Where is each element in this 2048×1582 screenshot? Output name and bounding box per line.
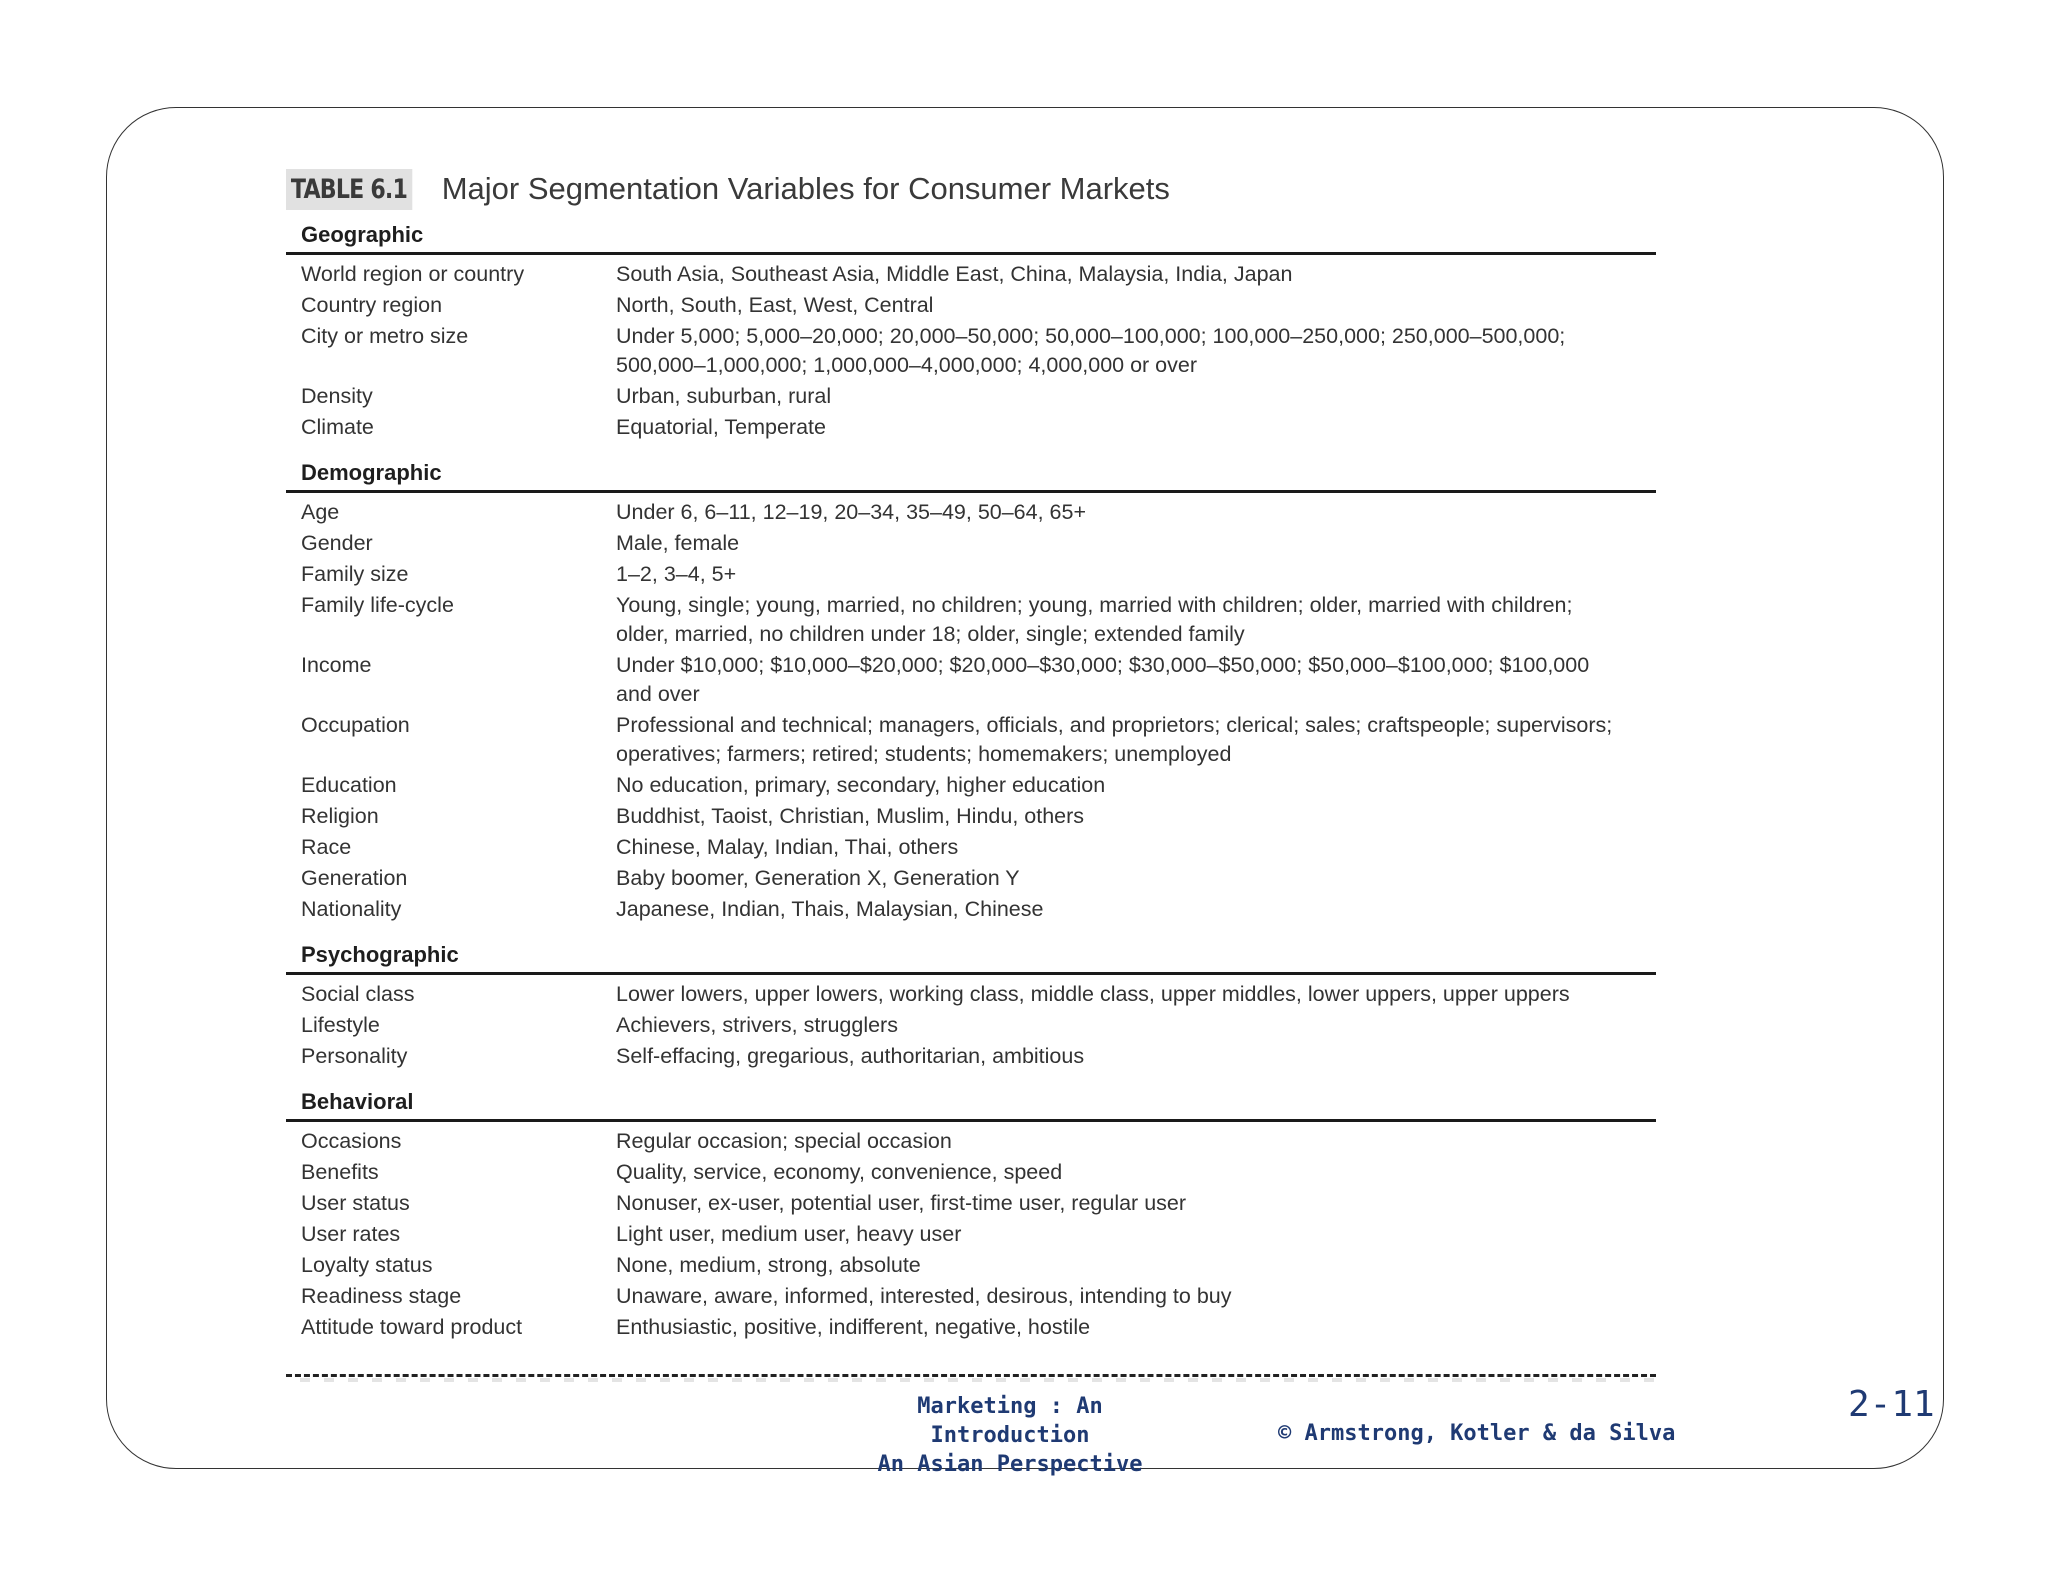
section-rows [286,1122,1656,1342]
row-variable: World region or country [301,262,525,286]
row-variable: User status [301,1191,410,1215]
section-geographic [286,212,1656,442]
row-value-line: Under 5,000; 5,000–20,000; 20,000–50,000; 50,000–100,000; 100,000–250,000; 250,000–500,000; [616,324,1566,348]
row-variable: Generation [301,866,408,890]
section-behavioral [286,1079,1656,1342]
row-variable: Personality [301,1044,408,1068]
row-value-line: Light user, medium user, heavy user [616,1222,962,1246]
row-values [616,260,1656,289]
table-row [286,895,1656,924]
row-values [616,1011,1656,1040]
section-rows [286,975,1656,1071]
row-variable: Gender [301,531,373,555]
section-rows [286,493,1656,924]
row-value-line: Under $10,000; $10,000–$20,000; $20,000–$30,000; $30,000–$50,000; $50,000–$100,000; $100,000 [616,653,1590,677]
row-values [616,711,1656,769]
row-values [616,895,1656,924]
table-row [286,260,1656,289]
table-sections [286,212,1656,1342]
row-value-line: Urban, suburban, rural [616,384,832,408]
table-bottom-rule [286,1374,1656,1377]
section-heading: Geographic [286,212,1656,255]
row-values [616,1251,1656,1280]
table-row [286,864,1656,893]
table-row [286,291,1656,320]
table-row [286,413,1656,442]
table-row [286,1189,1656,1218]
row-value-line: Young, single; young, married, no children; young, married with children; older, married with children; [616,593,1573,617]
row-value-line: Lower lowers, upper lowers, working class, middle class, upper middles, lower uppers, upper uppers [616,982,1570,1006]
table-row [286,980,1656,1009]
row-value-line: Japanese, Indian, Thais, Malaysian, Chinese [616,897,1044,921]
row-values [616,591,1656,649]
footer-book-line1: Marketing : An Introduction [917,1394,1103,1448]
row-values [616,1282,1656,1311]
row-value-line: North, South, East, West, Central [616,293,934,317]
row-values [616,833,1656,862]
row-values [616,864,1656,893]
row-variable: User rates [301,1222,401,1246]
row-values [616,1220,1656,1249]
section-gap [286,442,1656,450]
section-heading: Behavioral [286,1079,1656,1122]
table-row [286,802,1656,831]
row-variable: Nationality [301,897,402,921]
row-values [616,802,1656,831]
table-row [286,771,1656,800]
footer-book-line2: An Asian Perspective [877,1452,1143,1477]
row-variable: Lifestyle [301,1013,380,1037]
row-values [616,560,1656,589]
row-variable: Readiness stage [301,1284,462,1308]
section-psychographic [286,932,1656,1071]
row-variable: City or metro size [301,324,469,348]
section-gap [286,1071,1656,1079]
row-values [616,529,1656,558]
row-values [616,291,1656,320]
table-row [286,498,1656,527]
row-variable: Family size [301,562,409,586]
row-variable: Climate [301,415,374,439]
row-variable: Country region [301,293,443,317]
row-values [616,1158,1656,1187]
row-variable: Family life-cycle [301,593,454,617]
row-variable: Education [301,773,397,797]
row-value-line: Professional and technical; managers, officials, and proprietors; clerical; sales; craftspeople; supervisors; [616,713,1613,737]
row-variable: Race [301,835,352,859]
row-variable: Occasions [301,1129,402,1153]
row-value-line: Unaware, aware, informed, interested, desirous, intending to buy [616,1284,1232,1308]
row-value-line: Chinese, Malay, Indian, Thai, others [616,835,959,859]
table-label: TABLE 6.1 [286,169,412,210]
table-row [286,711,1656,769]
table-row [286,833,1656,862]
row-values [616,1042,1656,1071]
row-value-line: Quality, service, economy, convenience, speed [616,1160,1063,1184]
row-value-line: No education, primary, secondary, higher education [616,773,1106,797]
row-values [616,980,1656,1009]
section-rows [286,255,1656,442]
row-value-line: Equatorial, Temperate [616,415,826,439]
row-values [616,771,1656,800]
table-row [286,529,1656,558]
row-values [616,322,1656,380]
row-value-line: operatives; farmers; retired; students; homemakers; unemployed [616,742,1232,766]
row-variable: Religion [301,804,379,828]
row-value-line: Self-effacing, gregarious, authoritarian, ambitious [616,1044,1085,1068]
row-value-line: Nonuser, ex-user, potential user, first-time user, regular user [616,1191,1187,1215]
row-value-line: Regular occasion; special occasion [616,1129,952,1153]
table-title-row [286,166,1656,212]
row-variable: Social class [301,982,415,1006]
row-values [616,1313,1656,1342]
row-values [616,1189,1656,1218]
row-value-line: older, married, no children under 18; older, single; extended family [616,622,1245,646]
table-row [286,1127,1656,1156]
table-row [286,1158,1656,1187]
row-value-line: Buddhist, Taoist, Christian, Muslim, Hindu, others [616,804,1085,828]
table-row [286,1282,1656,1311]
row-value-line: and over [616,682,700,706]
table-row [286,1042,1656,1071]
section-demographic [286,450,1656,924]
row-variable: Occupation [301,713,410,737]
row-values [616,1127,1656,1156]
section-gap [286,924,1656,932]
section-heading: Demographic [286,450,1656,493]
table-title: Major Segmentation Variables for Consumer Markets [441,171,1170,206]
footer-copyright: © Armstrong, Kotler & da Silva [1278,1421,1676,1446]
table-row [286,1220,1656,1249]
row-value-line: None, medium, strong, absolute [616,1253,921,1277]
row-variable: Attitude toward product [301,1315,523,1339]
row-values [616,498,1656,527]
row-value-line: 1–2, 3–4, 5+ [616,562,737,586]
row-value-line: Achievers, strivers, strugglers [616,1013,898,1037]
table-row [286,1011,1656,1040]
table-row [286,382,1656,411]
row-variable: Income [301,653,372,677]
row-variable: Loyalty status [301,1253,433,1277]
section-heading: Psychographic [286,932,1656,975]
footer-book-title [860,1392,1160,1479]
table-row [286,1313,1656,1342]
row-values [616,413,1656,442]
row-variable: Benefits [301,1160,379,1184]
row-values [616,382,1656,411]
row-variable: Age [301,500,340,524]
segmentation-table [286,166,1656,1342]
table-row [286,651,1656,709]
page-number: 2-11 [1848,1384,1935,1425]
table-row [286,591,1656,649]
row-value-line: 500,000–1,000,000; 1,000,000–4,000,000; 4,000,000 or over [616,353,1198,377]
row-variable: Density [301,384,373,408]
row-value-line: Under 6, 6–11, 12–19, 20–34, 35–49, 50–64, 65+ [616,500,1087,524]
table-row [286,560,1656,589]
table-row [286,1251,1656,1280]
row-value-line: Enthusiastic, positive, indifferent, negative, hostile [616,1315,1091,1339]
row-values [616,651,1656,709]
row-value-line: Baby boomer, Generation X, Generation Y [616,866,1020,890]
row-value-line: Male, female [616,531,740,555]
table-row [286,322,1656,380]
row-value-line: South Asia, Southeast Asia, Middle East, China, Malaysia, India, Japan [616,262,1293,286]
